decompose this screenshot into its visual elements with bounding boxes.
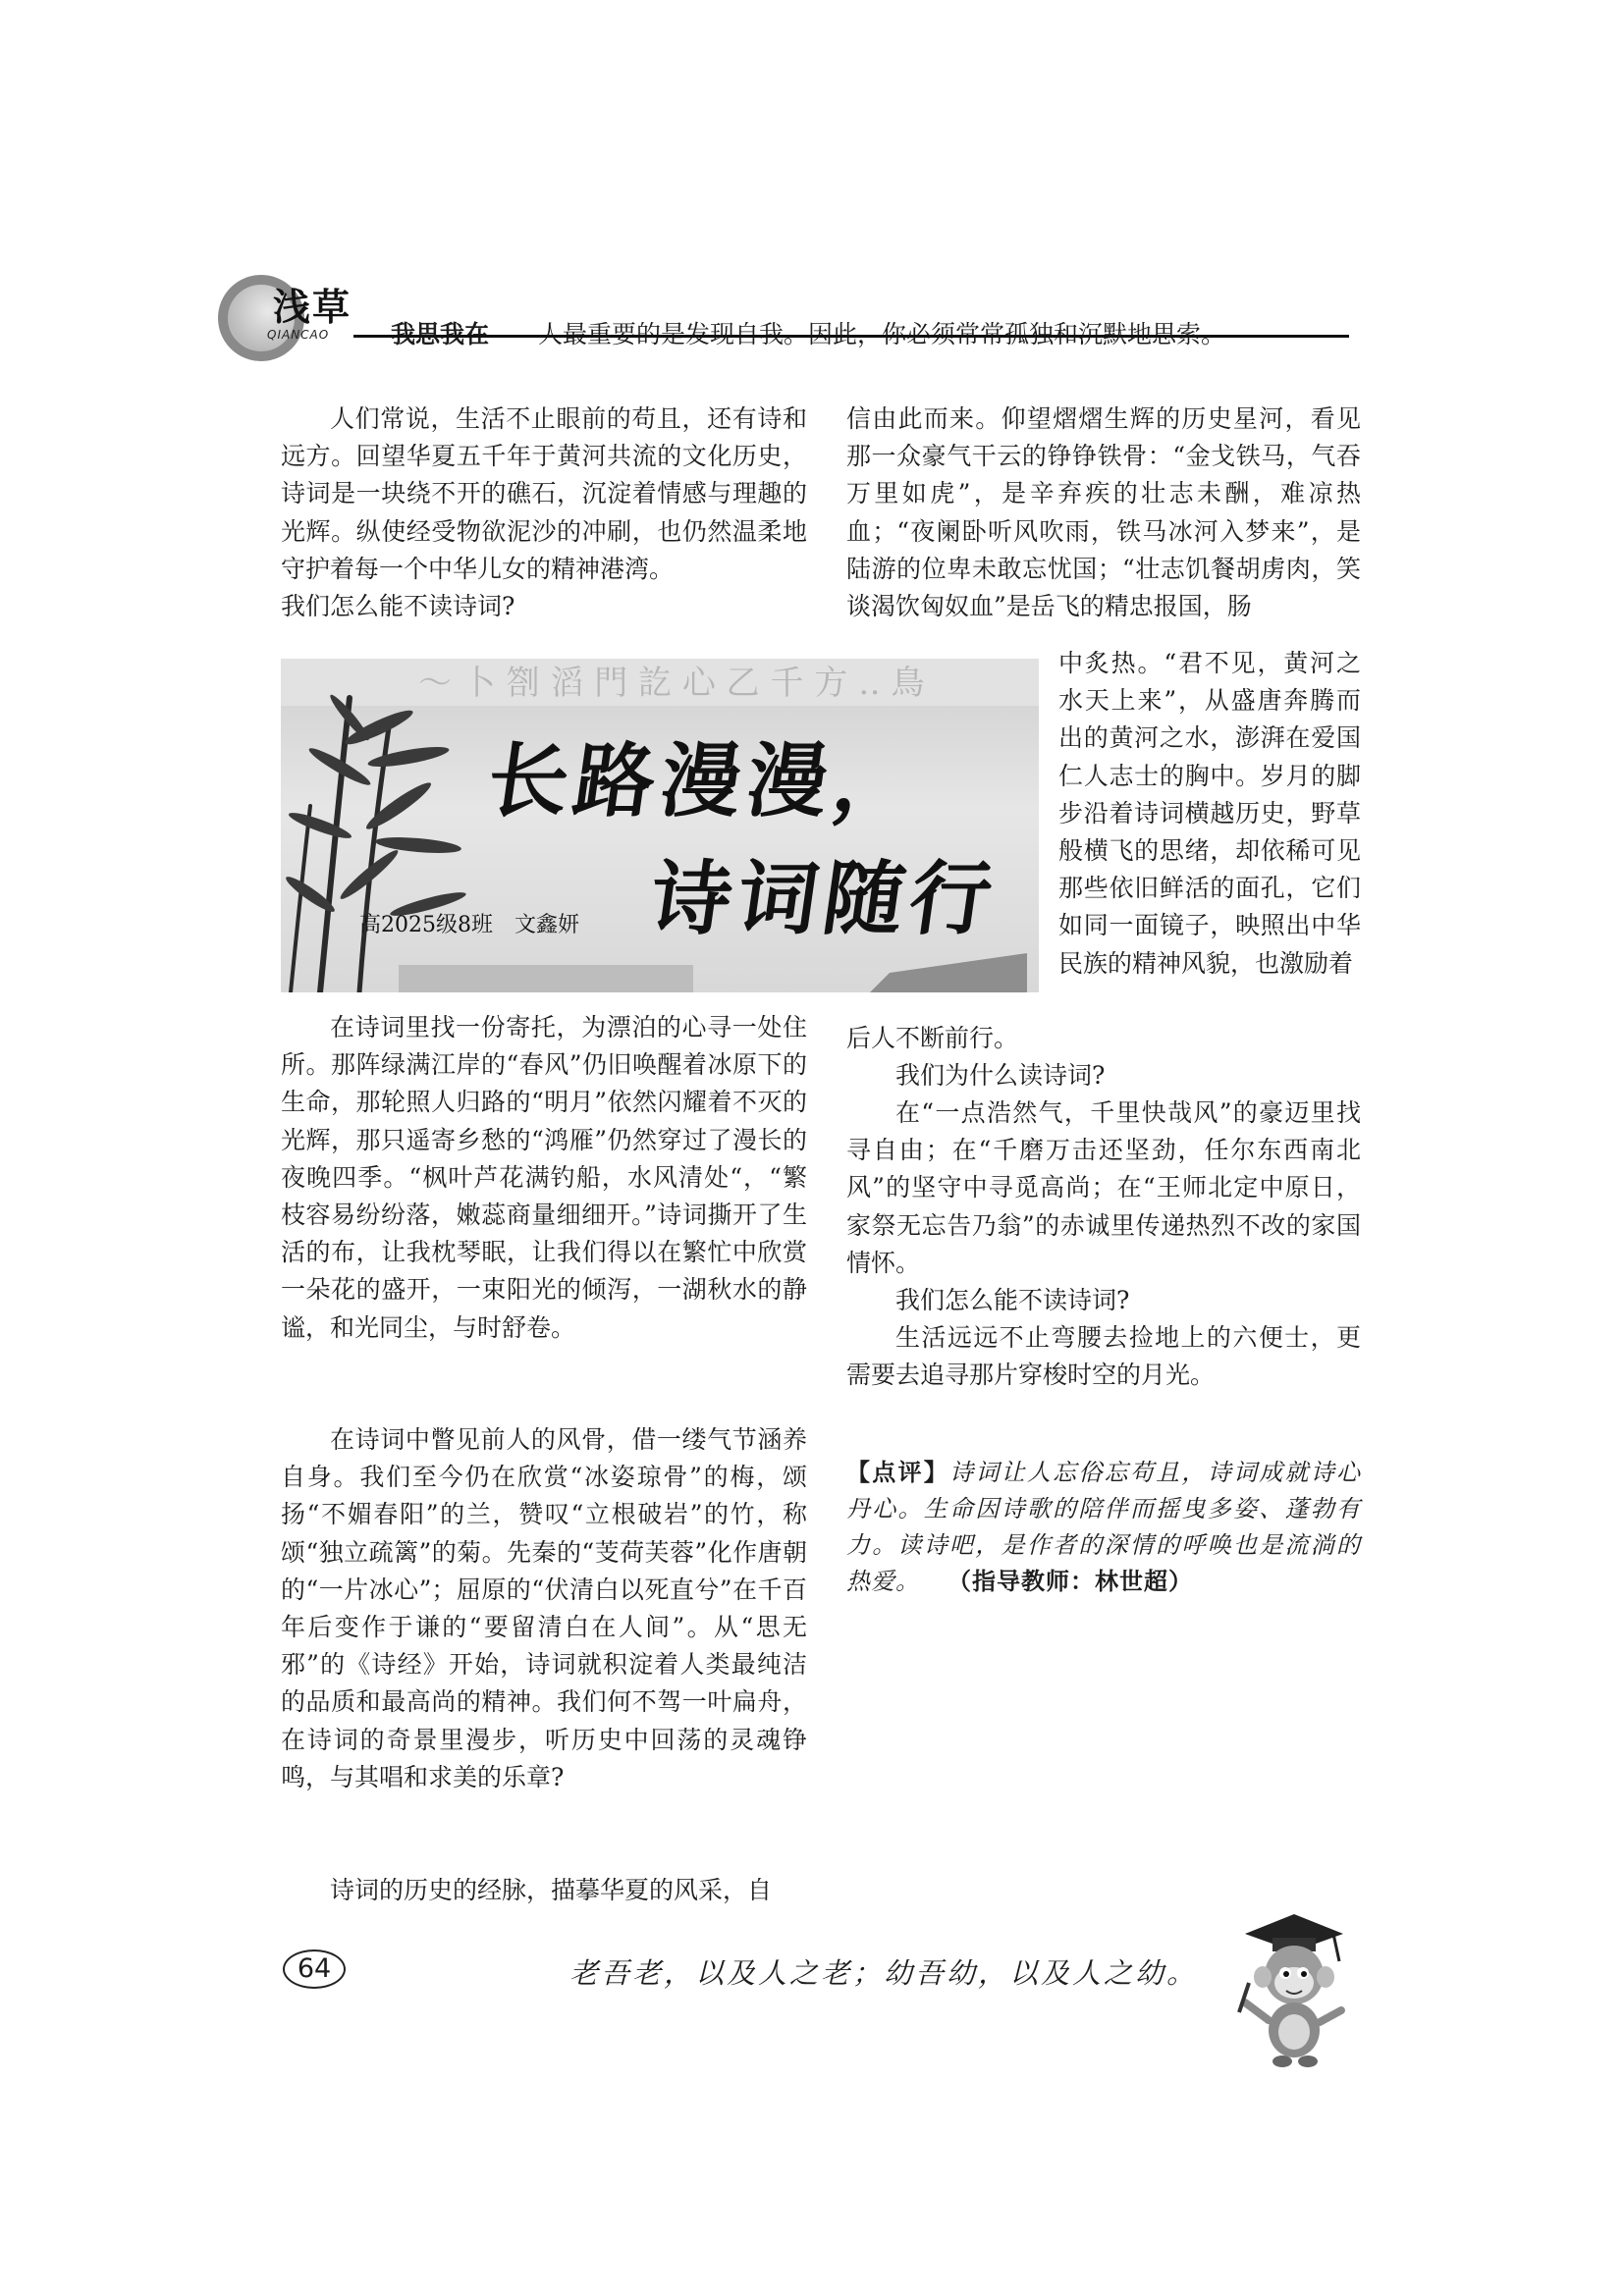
title-banner-image	[281, 659, 1039, 992]
left-paragraph-4: 在诗词中瞥见前人的风骨，借一缕气节涵养自身。我们至今仍在欣赏“冰姿琼骨”的梅，颂扬“不媚春阳”的兰，赞叹“立根破岩”的竹，称颂“独立疏篱”的菊。先秦的“芰荷芙蓉”化作唐朝的“一片冰心”；屈原的“伏清白以死直兮”在千百年后变作于谦的“要留清白在人间”。从“思无邪”的《诗经》开始，诗词就积淀着人类最纯洁的品质和最高尚的精神。我们何不驾一叶扁舟，在诗词的奇景里漫步，听历史中回荡的灵魂铮鸣，与其唱和求美的乐章?	[281, 1425, 807, 1791]
article-title-line-2: 诗词随行	[644, 852, 1003, 946]
article-author: 高2025级8班 文鑫妍	[359, 913, 579, 937]
graduate-monkey-mascot-icon	[1225, 1904, 1353, 2071]
right-paragraph-5: 生活远远不止弯腰去捡地上的六便士，更需要去追寻那片穿梭时空的月光。	[846, 1323, 1361, 1390]
section-header	[391, 315, 1225, 350]
section-tag: 我思我在	[391, 320, 490, 348]
page-number: 64	[283, 1949, 346, 1989]
magazine-logo	[214, 263, 371, 371]
article-title-line-1: 长路漫漫，	[481, 734, 927, 828]
review-box	[846, 1455, 1361, 1600]
review-label: 【点评】	[846, 1459, 950, 1486]
svg-text:〜 卜 劄 滔 門 訖 心 乙 千 方 ‥ 鳥: 〜 卜 劄 滔 門 訖 心 乙 千 方 ‥ 鳥	[418, 664, 925, 703]
right-paragraph-4: 我们怎么能不读诗词?	[895, 1286, 1130, 1314]
review-text: 诗词让人忘俗忘苟且，诗词成就诗心丹心。生命因诗歌的陪伴而摇曳多姿、蓬勃有力。读诗吧，是作者的深情的呼唤也是流淌的热爱。	[846, 1459, 1362, 1595]
logo-subtitle: QIANCAO	[267, 328, 330, 342]
left-paragraph-1: 人们常说，生活不止眼前的苟且，还有诗和远方。回望华夏五千年于黄河共流的文化历史，诗词是一块绕不开的礁石，沉淀着情感与理趣的光辉。纵使经受物欲泥沙的冲刷，也仍然温柔地守护着每一个中华儿女的精神港湾。	[281, 404, 807, 583]
footer-quote: 老吾老，以及人之老；幼吾幼，以及人之幼。	[569, 1956, 1199, 1990]
header-rule	[353, 335, 1349, 338]
section-motto: ——人最重要的是发现自我。因此，你必须常常孤独和沉默地思索。	[489, 320, 1226, 348]
right-paragraph-1-end: 后人不断前行。	[846, 1024, 1019, 1052]
right-paragraph-2: 我们为什么读诗词?	[895, 1061, 1106, 1090]
right-paragraph-1-top: 信由此而来。仰望熠熠生辉的历史星河，看见那一众豪气干云的铮铮铁骨：“金戈铁马，气吞万里如虎”，是辛弃疾的壮志未酬，难凉热血；“夜阑卧听风吹雨，铁马冰河入梦来”，是陆游的位卑未敢忘忧国；“壮志饥餐胡虏肉，笑谈渴饮匈奴血”是岳飞的精忠报国，肠	[846, 404, 1361, 621]
left-paragraph-5: 诗词的历史的经脉，描摹华夏的风采，自	[330, 1876, 773, 1904]
left-paragraph-2: 我们怎么能不读诗词?	[281, 592, 515, 620]
logo-title: 浅草	[273, 286, 352, 329]
review-teacher: （指导教师：林世超）	[959, 1568, 1193, 1595]
left-paragraph-3: 在诗词里找一份寄托，为漂泊的心寻一处住所。那阵绿满江岸的“春风”仍旧唤醒着冰原下的生命，那轮照人归路的“明月”依然闪耀着不灭的光辉，那只遥寄乡愁的“鸿雁”仍然穿过了漫长的夜晚四季。“枫叶芦花满钓船，水风清处“，“繁枝容易纷纷落，嫩蕊商量细细开。”诗词撕开了生活的布，让我枕琴眠，让我们得以在繁忙中欣赏一朵花的盛开，一束阳光的倾泻，一湖秋水的静谧，和光同尘，与时舒卷。	[281, 1013, 807, 1342]
right-paragraph-1-narrow: 中炙热。“君不见，黄河之水天上来”，从盛唐奔腾而出的黄河之水，澎湃在爱国仁人志士的胸中。岁月的脚步沿着诗词横越历史，野草般横飞的思绪，却依稀可见那些依旧鲜活的面孔，它们如同一面镜子，映照出中华民族的精神风貌，也激励着	[1058, 649, 1361, 978]
right-paragraph-3: 在“一点浩然气，千里快哉风”的豪迈里找寻自由；在“千磨万击还坚劲，任尔东西南北风”的坚守中寻觅高尚；在“王师北定中原日，家祭无忘告乃翁”的赤诚里传递热烈不改的家国情怀。	[846, 1098, 1361, 1277]
